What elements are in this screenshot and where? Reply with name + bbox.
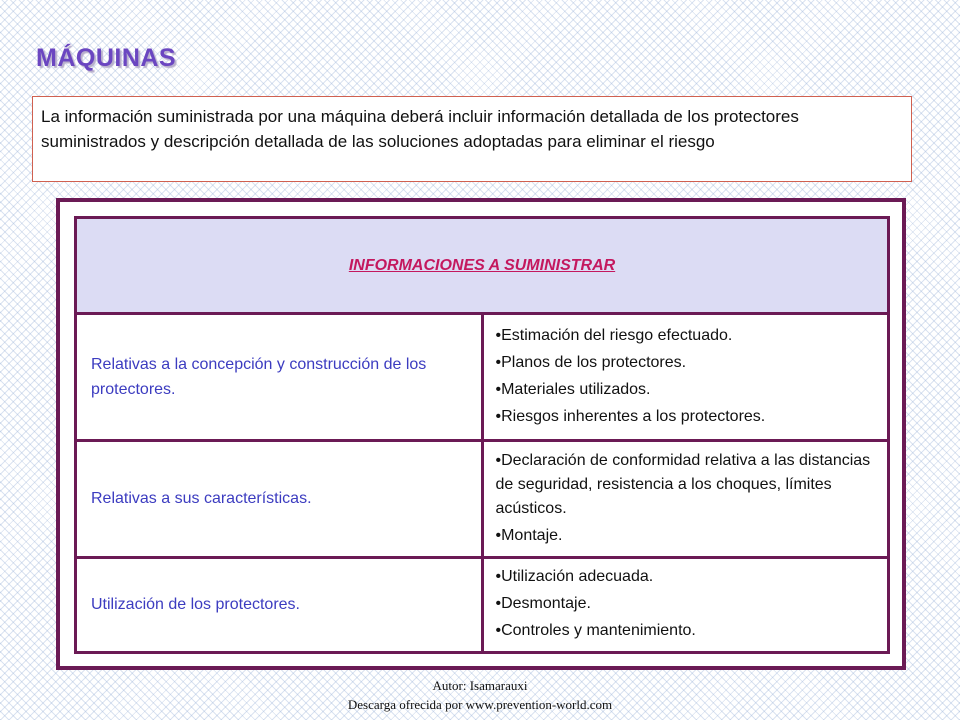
row-items bbox=[482, 440, 889, 557]
row-label: Relativas a la concepción y construcción de los protectores. bbox=[76, 314, 483, 440]
row-items bbox=[482, 557, 889, 652]
table-row bbox=[76, 440, 889, 557]
bullet-list bbox=[496, 449, 874, 548]
list-item: •Estimación del riesgo efectuado. bbox=[495, 326, 733, 344]
list-item: •Montaje. bbox=[495, 526, 563, 544]
bullet-list bbox=[496, 565, 874, 643]
list-item: •Desmontaje. bbox=[495, 595, 591, 613]
list-item: •Utilización adecuada. bbox=[495, 568, 654, 586]
list-item: •Planos de los protectores. bbox=[495, 353, 687, 371]
row-items bbox=[482, 314, 889, 440]
list-item: •Riesgos inherentes a los protectores. bbox=[495, 407, 766, 425]
page-title: MÁQUINAS bbox=[36, 44, 177, 72]
info-table bbox=[74, 216, 890, 654]
table-header-cell: INFORMACIONES A SUMINISTRAR bbox=[76, 218, 889, 314]
info-table-frame bbox=[56, 198, 906, 670]
row-label: Utilización de los protectores. bbox=[76, 557, 483, 652]
table-row bbox=[76, 314, 889, 440]
footer-author: Autor: Isamarauxi bbox=[432, 678, 528, 693]
table-row bbox=[76, 557, 889, 652]
list-item: •Declaración de conformidad relativa a las distancias de seguridad, resistencia a los choques, límites acústicos. bbox=[495, 451, 871, 517]
table-header-row bbox=[76, 218, 889, 314]
list-item: •Controles y mantenimiento. bbox=[495, 622, 696, 640]
intro-text-box: La información suministrada por una máquina deberá incluir información detallada de los protectores suministrados y descripción detallada de las soluciones adoptadas para eliminar el riesgo bbox=[32, 96, 912, 182]
list-item: •Materiales utilizados. bbox=[495, 380, 651, 398]
footer-download-credit: Descarga ofrecida por www.prevention-world.com bbox=[347, 697, 613, 712]
row-label: Relativas a sus características. bbox=[76, 440, 483, 557]
bullet-list bbox=[496, 324, 874, 429]
